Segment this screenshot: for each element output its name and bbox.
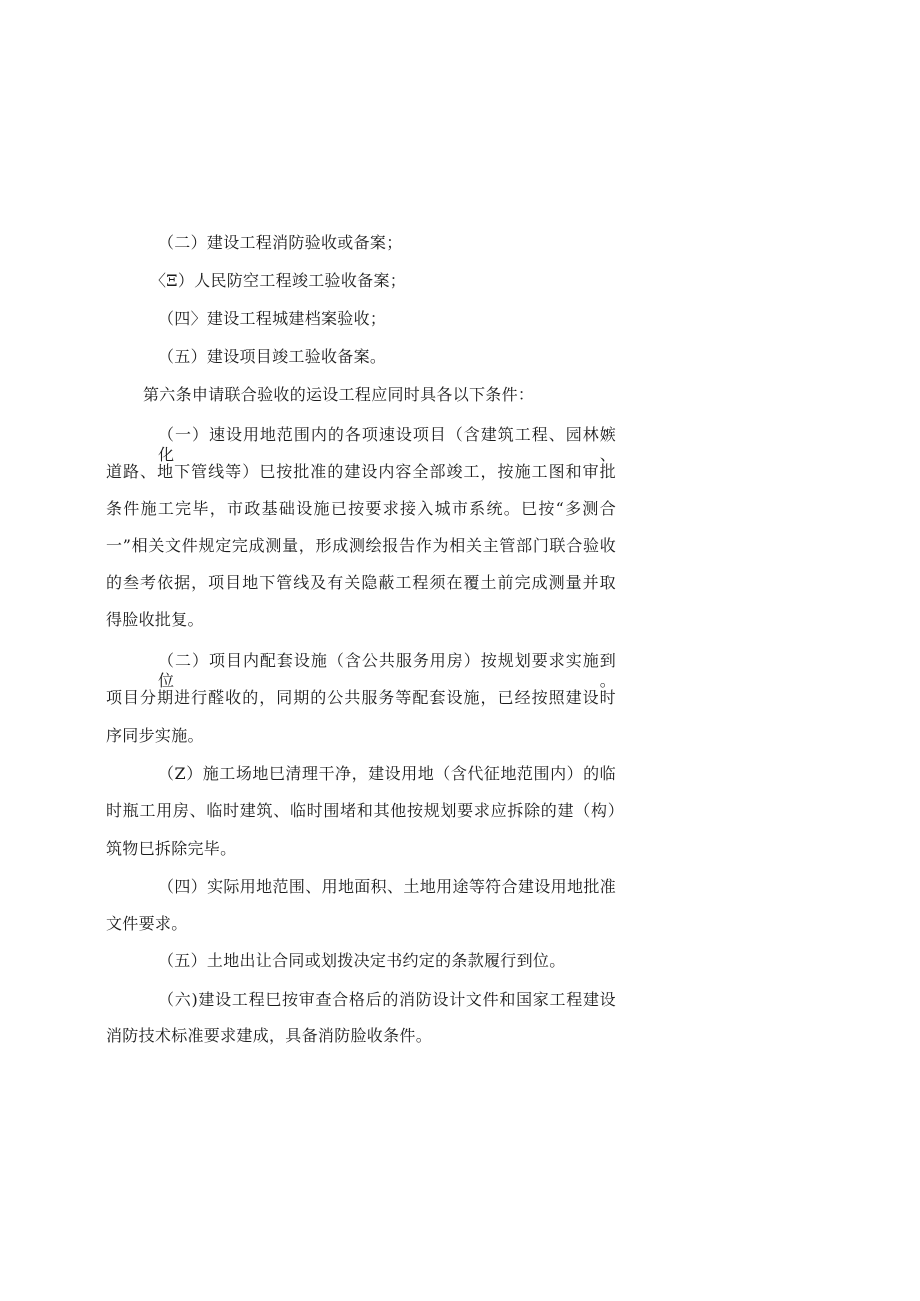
condition-1-line-2: 道路、地下管线等）巳按批准的建设内容全部竣工，按施工图和审批 — [106, 462, 616, 481]
condition-6-line-2: 消防技术标准要求建成，具备消防脸收条件。 — [106, 1026, 433, 1045]
list-item-2: （二）建设工程消防验收或备案； — [158, 233, 403, 252]
condition-6-line-1: （六)建设工程巳按审查合格后的消防设计文件和国家工程建设 — [158, 990, 616, 1009]
condition-1-line-1: （一）速设用地范围内的各项速设项目（含建筑工程、园林嫉化、 — [158, 425, 616, 464]
condition-1-line-4: 一”相关文件规定完成测量，形成测绘报告作为相关主管部门联合验收 — [106, 536, 616, 555]
condition-4-line-2: 文件要求。 — [106, 914, 188, 933]
condition-3-line-1: （Z）施工场地巳清理干净，建设用地（含代征地范围内）的临 — [158, 764, 616, 783]
article-heading: 第六条申请联合验收的运设工程应同时具各以下条件： — [143, 385, 535, 404]
condition-1-line-3: 条件施工完毕，市政基础设施已按要求接入城市系统。巳按“多测合 — [106, 499, 616, 518]
condition-3-line-2: 时瓶工用房、临时建筑、临时围堵和其他按规划要求应拆除的建（构） — [106, 801, 624, 820]
list-item-4: （四〉建设工程城建档案验收； — [158, 309, 387, 328]
condition-2-line-2: 项目分期进行醛收的，同期的公共服务等配套设施，已经按照建设时 — [106, 688, 616, 707]
condition-1-line-6: 得脸收批复。 — [106, 610, 204, 629]
condition-5-line-1: （五）土地出让合同或划拨决定书约定的条款履行到位。 — [158, 951, 566, 970]
condition-1-line-5: 的叁考依据，项目地下管线及有关隐蔽工程须在覆土前完成测量并取 — [106, 573, 616, 592]
list-item-3: 〈Ξ）人民防空工程竣工验收备案； — [150, 271, 407, 290]
condition-3-line-3: 筑物巳拆除完毕。 — [106, 839, 237, 858]
condition-2-line-1: （二）项目内配套设施（含公共服务用房）按规划要求实施到位。 — [158, 651, 616, 690]
list-item-5: （五）建设项目竣工验收备案。 — [158, 347, 387, 366]
condition-2-line-3: 序同步实施。 — [106, 726, 204, 745]
condition-4-line-1: （四）实际用地范围、用地面积、土地用途等符合建设用地批准 — [158, 877, 616, 896]
